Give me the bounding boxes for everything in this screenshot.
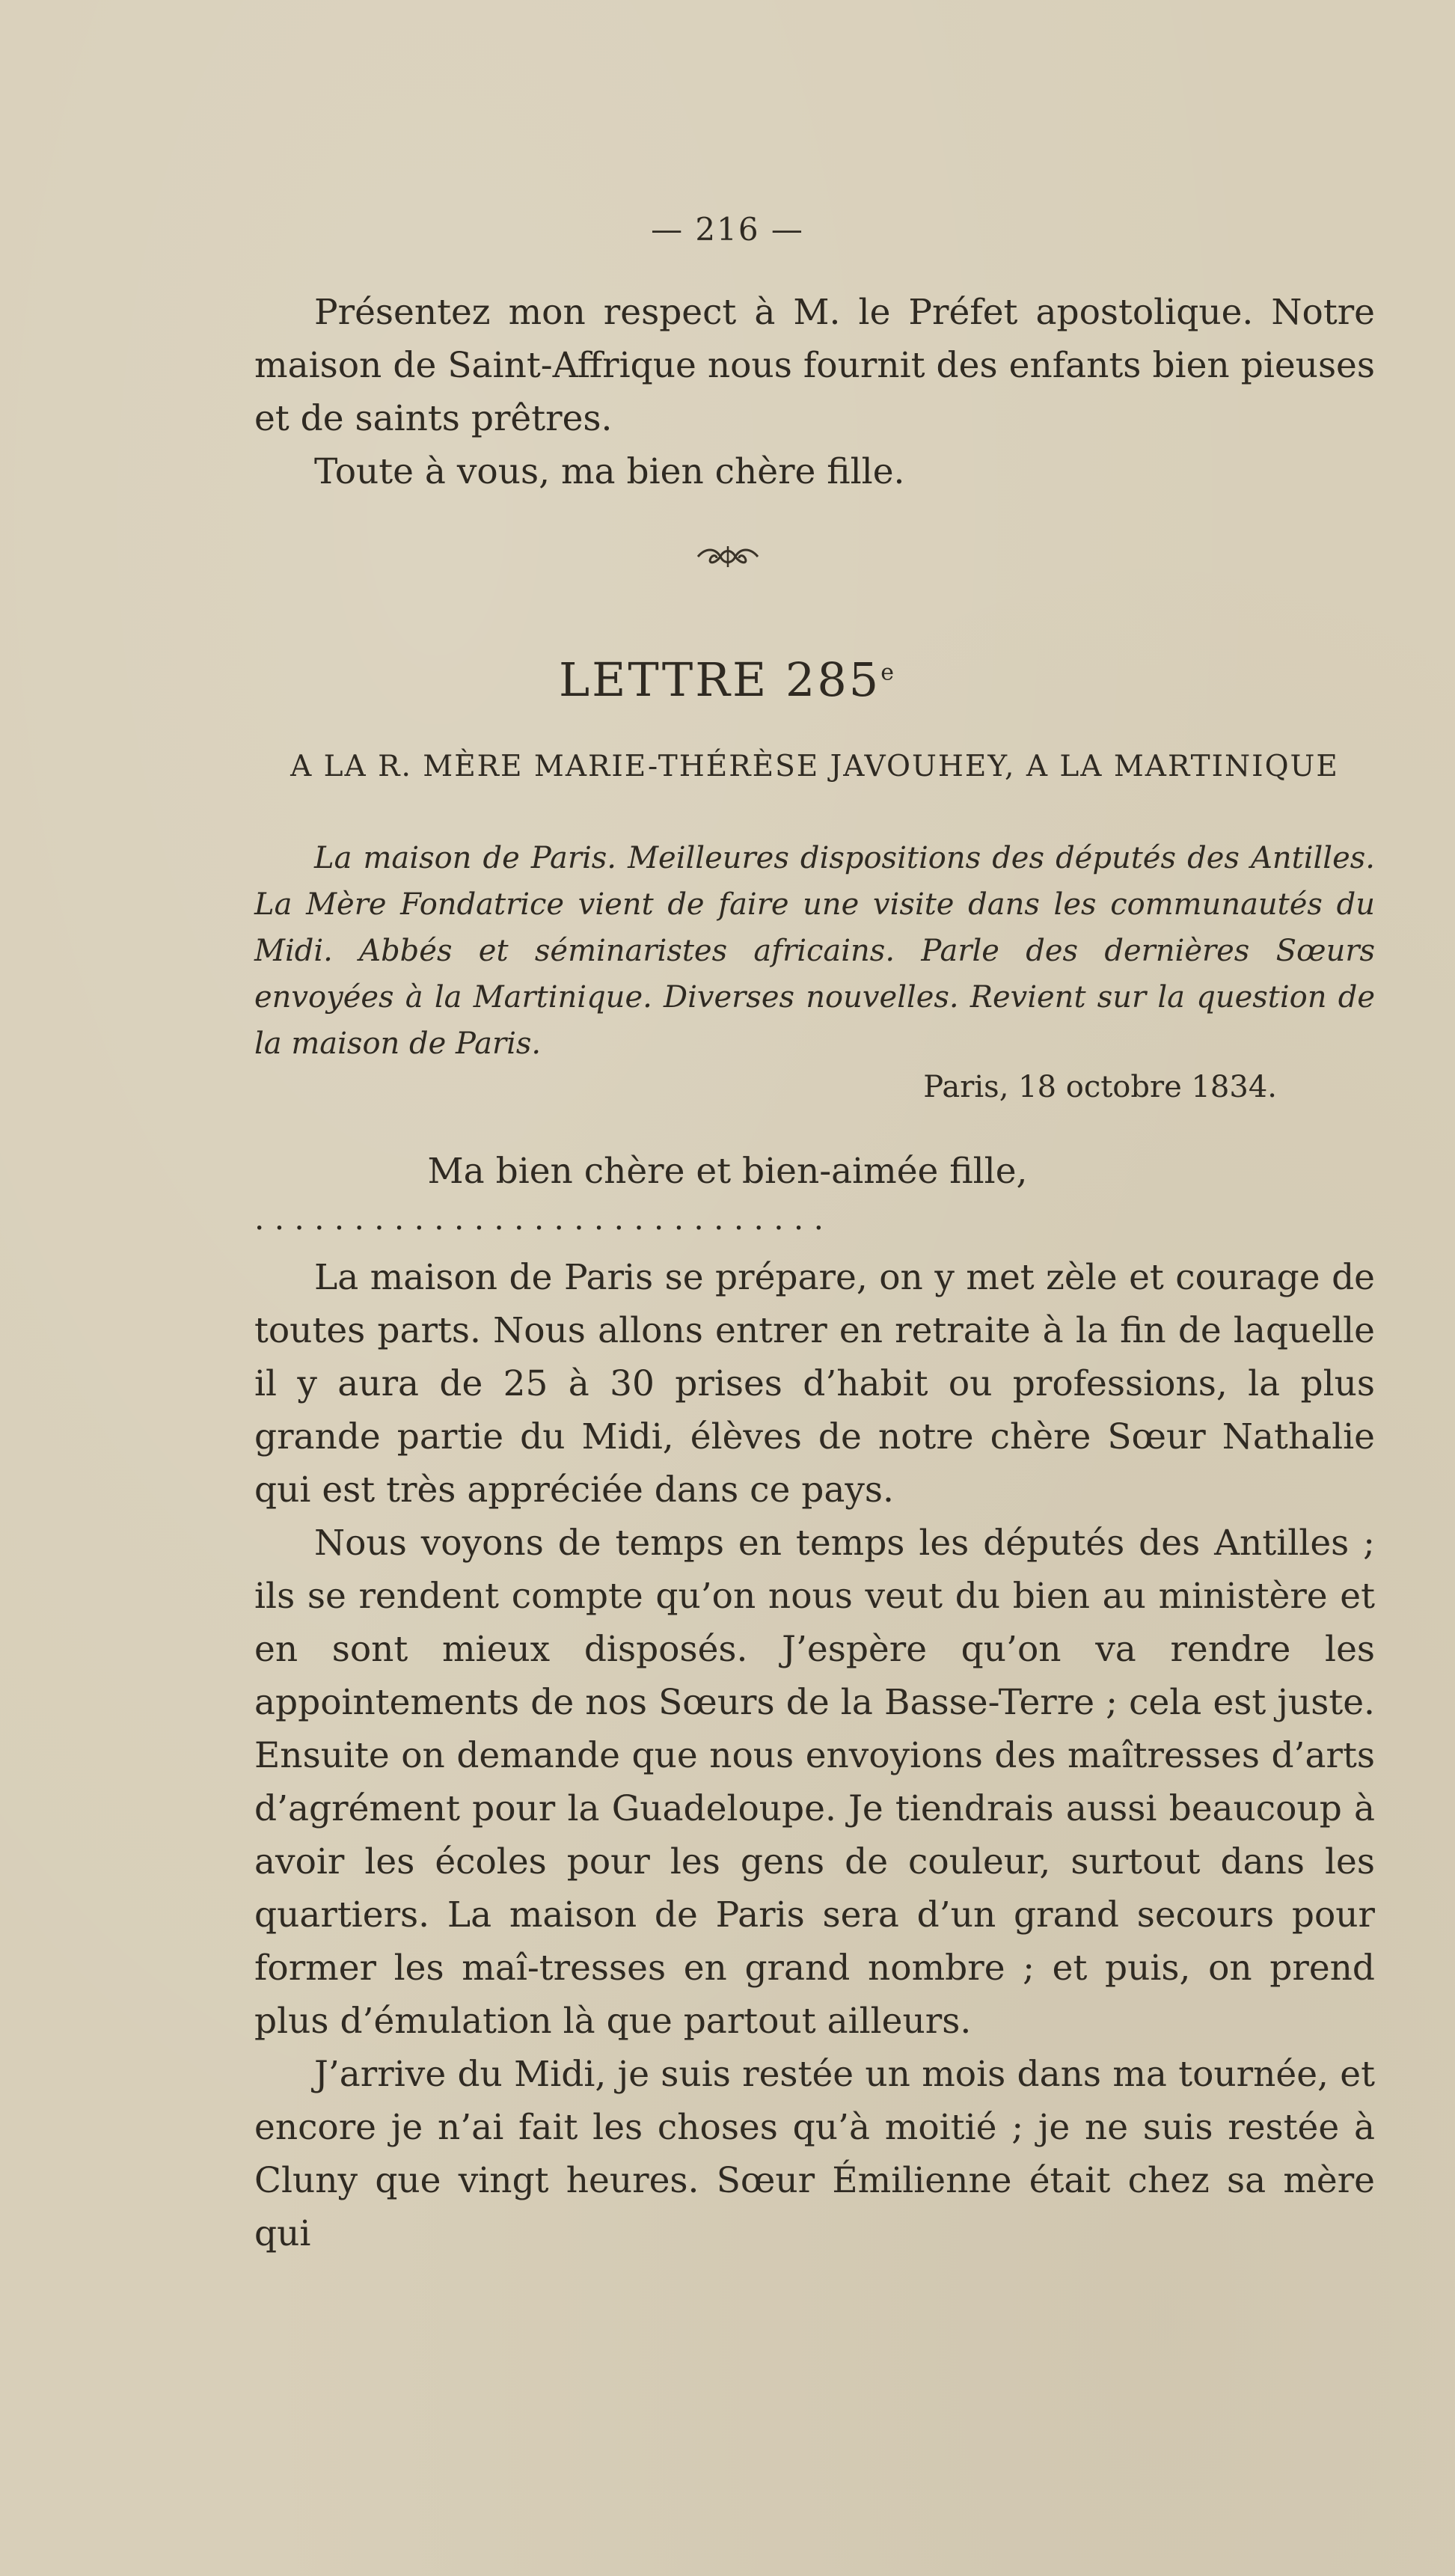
letter-title bbox=[0, 652, 1455, 707]
letter-title-text: LETTRE 285 bbox=[558, 652, 881, 707]
fleuron-icon bbox=[0, 542, 1455, 572]
body-paragraph: La maison de Paris se prépare, on y met zèle et courage de toutes parts. Nous allons entrer en retraite à la fin de laquelle il y aura de 25 à 30 prises d’habit ou professions, la plus grande partie du Midi, élèves de notre chère Sœur Nathalie qui est très appréciée dans ce pays. bbox=[254, 1257, 1375, 1511]
letter-summary: La maison de Paris. Meilleures dispositions des députés des Antilles. La Mère Fondatrice vient de faire une visite dans les communautés du Midi. Abbés et séminaristes africains. Parle des dernières Sœurs envoyées à la Martinique. Diverses nouvelles. Revient sur la question de la maison de Paris. bbox=[254, 841, 1375, 1061]
omission-ellipsis: . . . . . . . . . . . . . . . . . . . . . . . . . . . . . bbox=[254, 1200, 824, 1237]
body-paragraph: J’arrive du Midi, je suis restée un mois dans ma tournée, et encore je n’ai fait les choses qu’à moitié ; je ne suis restée à Cluny que vingt heures. Sœur Émilienne était chez sa mère qui bbox=[254, 2054, 1375, 2254]
letter-addressee: A LA R. MÈRE MARIE-THÉRÈSE JAVOUHEY, A LA MARTINIQUE bbox=[290, 750, 1339, 783]
letter-dateline: Paris, 18 octobre 1834. bbox=[923, 1070, 1277, 1104]
intro-closing: Toute à vous, ma bien chère fille. bbox=[314, 451, 905, 492]
page-number: — 216 — bbox=[651, 211, 804, 248]
letter-body bbox=[254, 1251, 1375, 2260]
intro-text bbox=[254, 286, 1375, 498]
letter-salutation: Ma bien chère et bien-aimée fille, bbox=[427, 1151, 1028, 1192]
intro-paragraph: Présentez mon respect à M. le Préfet apostolique. Notre maison de Saint-Affrique nous fournit des enfants bien pieuses et de saints prêtres. bbox=[254, 292, 1375, 439]
body-paragraph: Nous voyons de temps en temps les députés des Antilles ; ils se rendent compte qu’on nous veut du bien au ministère et en sont mieux disposés. J’espère qu’on va rendre les appointements de nos Sœurs de la Basse-Terre ; cela est juste. Ensuite on demande que nous envoyions des maîtresses d’arts d’agrément pour la Guadeloupe. Je tiendrais aussi beaucoup à avoir les écoles pour les gens de couleur, surtout dans les quartiers. La maison de Paris sera d’un grand secours pour former les maî-tresses en grand nombre ; et puis, on prend plus d’émulation là que partout ailleurs. bbox=[254, 1523, 1375, 2042]
letter-title-superscript: e bbox=[880, 659, 897, 686]
